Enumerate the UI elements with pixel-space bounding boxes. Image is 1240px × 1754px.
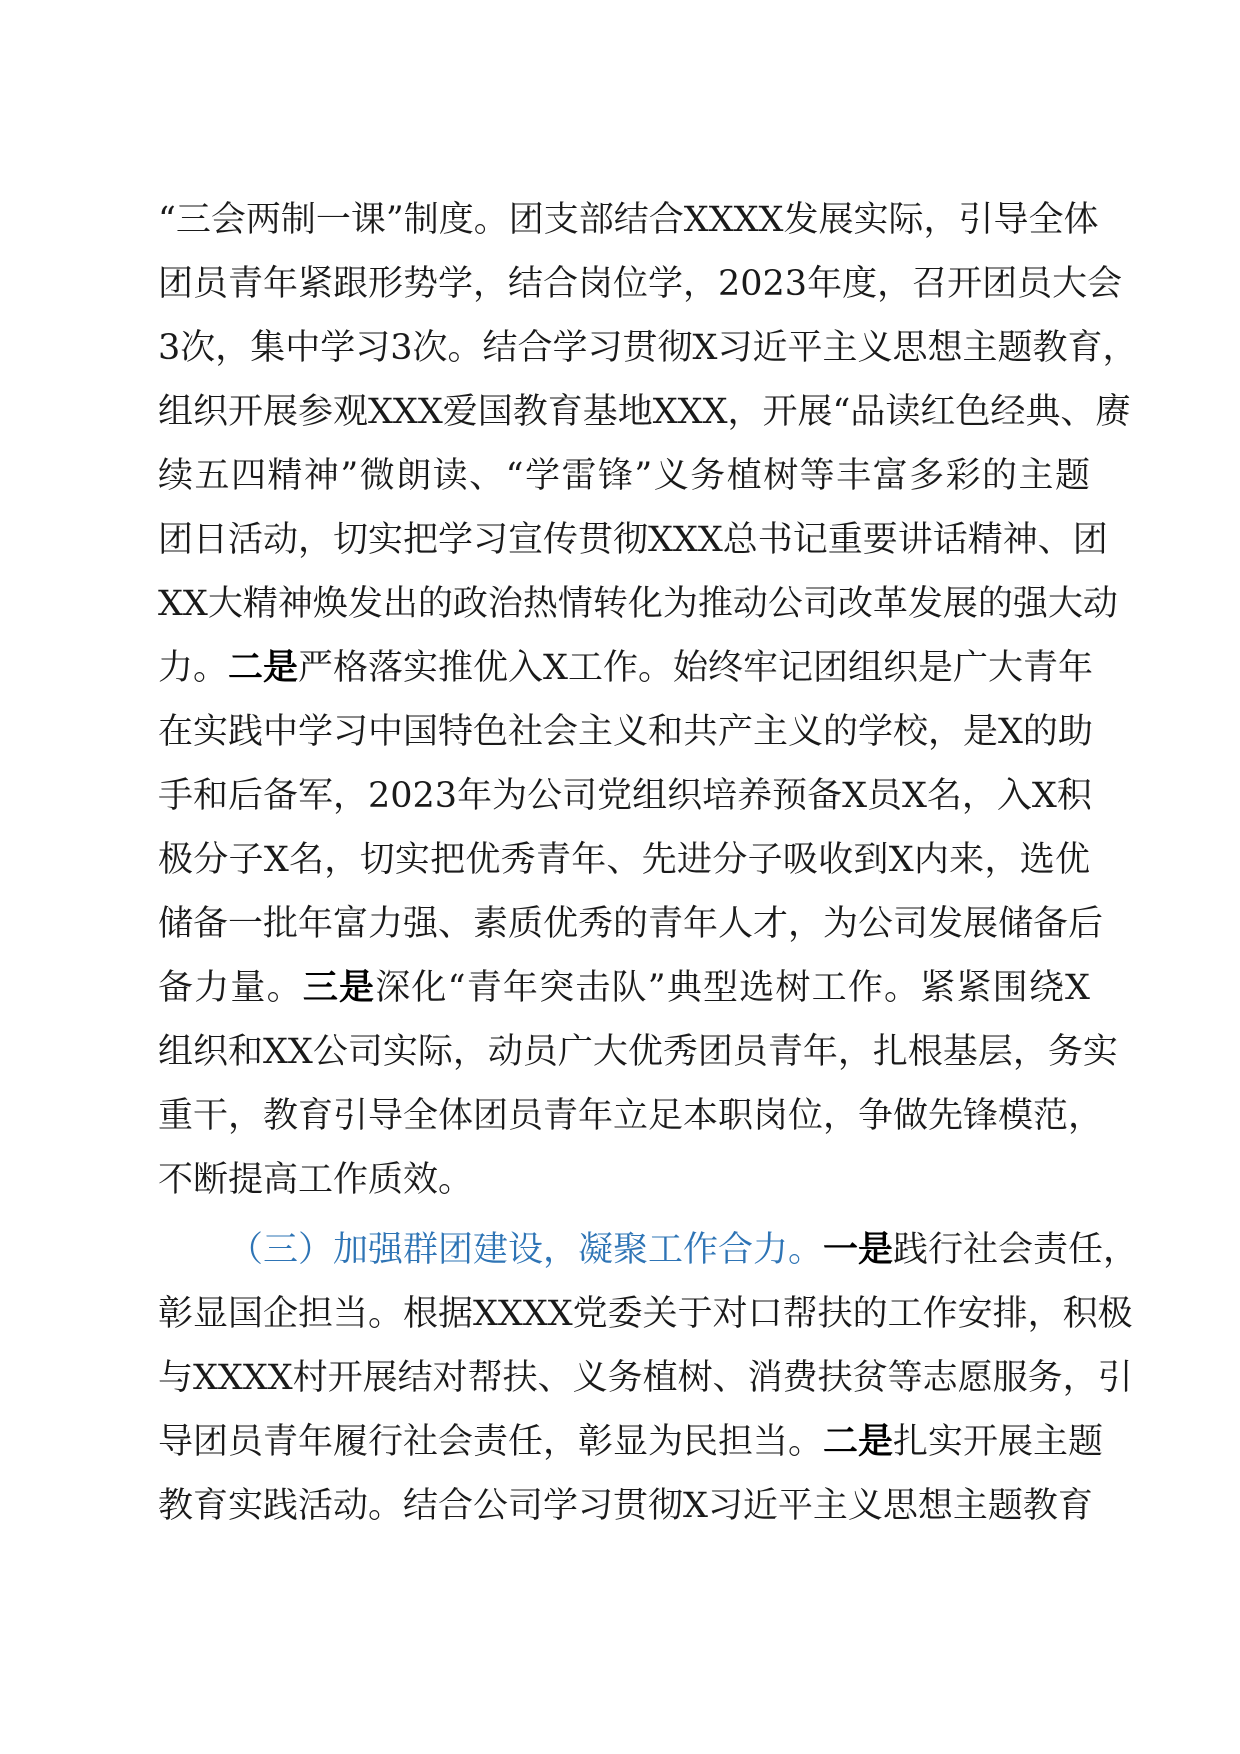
text-segment: 手和后备军，2023年为公司党组织培养预备X员X名，入X积 [158,776,1092,816]
text-segment: 组织和XX公司实际，动员广大优秀团员青年，扎根基层，务实 [158,1032,1118,1072]
text-line [158,1020,1118,1084]
text-segment: 重干，教育引导全体团员青年立足本职岗位，争做先锋模范， [158,1096,1104,1136]
text-line [158,1282,1133,1346]
text-segment: 极分子X名，切实把优秀青年、先进分子吸收到X内来，选优 [158,840,1090,880]
bold-marker: 二是 [228,648,299,688]
text-line [158,188,1099,252]
text-segment: 储备一批年富力强、素质优秀的青年人才，为公司发展储备后 [158,904,1104,944]
text-segment: 深化“青年突击队”典型选树工作。紧紧围绕X [375,968,1090,1008]
text-line [158,252,1123,316]
text-line [158,380,1131,444]
text-segment: 团日活动，切实把学习宣传贯彻XXX总书记重要讲话精神、团 [158,520,1108,560]
text-segment: 组织开展参观XXX爱国教育基地XXX，开展“品读红色经典、赓 [158,392,1131,432]
text-segment: 力。 [158,648,229,688]
text-segment: 导团员青年履行社会责任，彰显为民担当。 [158,1422,824,1462]
text-line [158,1218,1139,1282]
text-line [158,1474,1093,1538]
bold-marker: 一是 [823,1230,894,1270]
text-line [158,764,1090,828]
text-line [158,508,1108,572]
text-line [158,1084,1104,1148]
text-segment: 续五四精神”微朗读、“学雷锋”义务植树等丰富多彩的主题 [158,456,1090,496]
text-segment: 扎实开展主题 [893,1422,1104,1462]
text-segment: 严格落实推优入X工作。始终牢记团组织是广大青年 [298,648,1093,688]
text-segment: 教育实践活动。结合公司学习贯彻X习近平主义思想主题教育 [158,1486,1093,1526]
text-segment: 3次，集中学习3次。结合学习贯彻X习近平主义思想主题教育， [158,328,1138,368]
text-segment: 与XXXX村开展结对帮扶、义务植树、消费扶贫等志愿服务，引 [158,1358,1133,1398]
text-line [158,956,1090,1020]
text-line [158,1346,1133,1410]
text-segment: XX大精神焕发出的政治热情转化为推动公司改革发展的强大动 [158,584,1118,624]
text-line [158,892,1104,956]
text-segment: 不断提高工作质效。 [158,1160,474,1200]
text-segment: 团员青年紧跟形势学，结合岗位学，2023年度，召开团员大会 [158,264,1123,304]
text-segment: 在实践中学习中国特色社会主义和共产主义的学校，是X的助 [158,712,1093,752]
text-segment: 备力量。 [158,968,303,1008]
text-line [158,700,1093,764]
text-line [158,1410,1104,1474]
bold-marker: 三是 [302,968,376,1008]
text-line [158,1148,1090,1212]
text-segment: 践行社会责任， [893,1230,1139,1270]
section-heading: （三）加强群团建设，凝聚工作合力。 [228,1230,824,1270]
document-body [158,188,1139,1538]
text-line [158,636,1093,700]
text-line [158,316,1138,380]
text-line [158,572,1118,636]
text-segment: 彰显国企担当。根据XXXX党委关于对口帮扶的工作安排，积极 [158,1294,1133,1334]
text-line [158,828,1090,892]
text-line [158,444,1090,508]
text-segment: “三会两制一课”制度。团支部结合XXXX发展实际，引导全体 [158,200,1099,240]
bold-marker: 二是 [823,1422,894,1462]
